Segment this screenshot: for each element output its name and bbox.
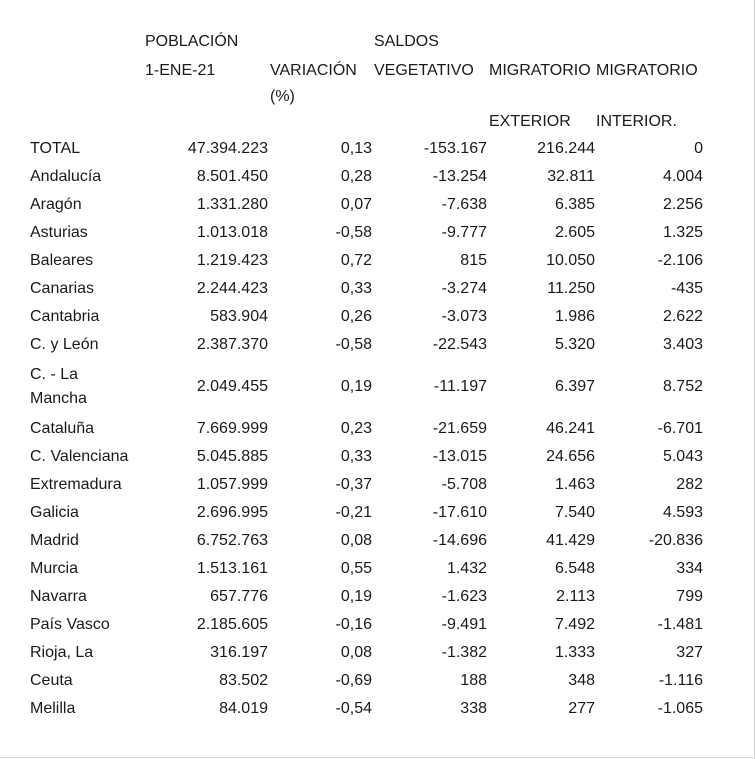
row-interior: 0 bbox=[694, 140, 703, 157]
row-variacion: -0,58 bbox=[335, 224, 372, 241]
row-interior: 2.256 bbox=[662, 196, 703, 213]
row-poblacion: 2.185.605 bbox=[196, 616, 268, 633]
row-exterior: 7.540 bbox=[554, 504, 595, 521]
row-poblacion: 1.219.423 bbox=[196, 252, 268, 269]
row-poblacion: 2.244.423 bbox=[196, 280, 268, 297]
row-name: Galicia bbox=[30, 504, 79, 521]
row-exterior: 7.492 bbox=[554, 616, 595, 633]
row-vegetativo: 188 bbox=[460, 672, 487, 689]
row-vegetativo: -153.167 bbox=[423, 140, 487, 157]
row-interior: 4.004 bbox=[662, 168, 703, 185]
row-name: Cataluña bbox=[30, 420, 95, 437]
row-poblacion: 84.019 bbox=[219, 700, 268, 717]
row-exterior: 41.429 bbox=[546, 532, 595, 549]
table-row bbox=[24, 415, 709, 443]
row-variacion: 0,26 bbox=[340, 308, 372, 325]
row-interior: -1.065 bbox=[657, 700, 703, 717]
row-interior: 2.622 bbox=[662, 308, 703, 325]
row-exterior: 11.250 bbox=[547, 280, 595, 297]
row-vegetativo: -9.777 bbox=[441, 224, 487, 241]
header-saldos-line2: VEGETATIVO bbox=[374, 62, 474, 79]
row-interior: 327 bbox=[676, 644, 703, 661]
row-exterior: 1.333 bbox=[554, 644, 595, 661]
row-poblacion: 2.387.370 bbox=[196, 336, 268, 353]
table-row bbox=[24, 611, 709, 639]
row-vegetativo: -13.015 bbox=[432, 448, 487, 465]
row-interior: 3.403 bbox=[662, 336, 703, 353]
table-row bbox=[24, 555, 709, 583]
header-variacion-line2: (%) bbox=[270, 88, 295, 105]
header-migratorio-interior-line2: INTERIOR. bbox=[596, 113, 677, 130]
table-body bbox=[24, 135, 709, 723]
row-variacion: 0,33 bbox=[340, 280, 372, 297]
row-variacion: -0,37 bbox=[335, 476, 372, 493]
row-poblacion: 1.331.280 bbox=[196, 196, 268, 213]
row-vegetativo: -5.708 bbox=[441, 476, 487, 493]
row-poblacion: 2.696.995 bbox=[196, 504, 268, 521]
row-vegetativo: -3.274 bbox=[441, 280, 487, 297]
row-vegetativo: 338 bbox=[460, 700, 487, 717]
row-name: C. y León bbox=[30, 336, 99, 353]
row-vegetativo: -13.254 bbox=[432, 168, 487, 185]
row-vegetativo: -21.659 bbox=[432, 420, 487, 437]
row-exterior: 32.811 bbox=[547, 168, 595, 185]
row-vegetativo: -22.543 bbox=[432, 336, 487, 353]
row-variacion: 0,07 bbox=[340, 196, 372, 213]
table-row bbox=[24, 219, 709, 247]
table-row bbox=[24, 163, 709, 191]
row-poblacion: 7.669.999 bbox=[196, 420, 268, 437]
row-variacion: 0,13 bbox=[340, 140, 372, 157]
row-name: Navarra bbox=[30, 588, 87, 605]
row-poblacion: 83.502 bbox=[219, 672, 268, 689]
row-poblacion: 1.013.018 bbox=[196, 224, 268, 241]
row-interior: 334 bbox=[676, 560, 703, 577]
row-variacion: -0,69 bbox=[335, 672, 372, 689]
row-interior: -20.836 bbox=[648, 532, 703, 549]
row-exterior: 348 bbox=[568, 672, 595, 689]
row-exterior: 6.397 bbox=[554, 378, 595, 395]
row-name: Ceuta bbox=[30, 672, 73, 689]
row-name: C. - La Mancha bbox=[30, 366, 87, 407]
row-interior: -6.701 bbox=[657, 420, 703, 437]
row-poblacion: 5.045.885 bbox=[196, 448, 268, 465]
row-name: C. Valenciana bbox=[30, 448, 129, 465]
header-poblacion-line1: POBLACIÓN bbox=[145, 33, 239, 50]
row-vegetativo: -17.610 bbox=[432, 504, 487, 521]
table-row bbox=[24, 499, 709, 527]
table-row bbox=[24, 303, 709, 331]
row-vegetativo: 1.432 bbox=[446, 560, 487, 577]
row-interior: 5.043 bbox=[662, 448, 703, 465]
row-name: Madrid bbox=[30, 532, 79, 549]
table-row bbox=[24, 667, 709, 695]
row-exterior: 46.241 bbox=[546, 420, 595, 437]
row-vegetativo: -7.638 bbox=[441, 196, 487, 213]
table-row bbox=[24, 695, 709, 723]
header-poblacion-line2: 1-ENE-21 bbox=[145, 62, 216, 79]
row-poblacion: 657.776 bbox=[210, 588, 268, 605]
row-variacion: -0,58 bbox=[335, 336, 372, 353]
row-interior: 4.593 bbox=[662, 504, 703, 521]
table-row bbox=[24, 583, 709, 611]
row-variacion: 0,55 bbox=[340, 560, 372, 577]
row-variacion: 0,19 bbox=[340, 588, 372, 605]
row-vegetativo: -11.197 bbox=[433, 378, 487, 395]
row-name: Aragón bbox=[30, 196, 82, 213]
row-interior: 282 bbox=[676, 476, 703, 493]
row-poblacion: 6.752.763 bbox=[196, 532, 268, 549]
row-variacion: 0,72 bbox=[340, 252, 372, 269]
row-poblacion: 2.049.455 bbox=[196, 378, 268, 395]
row-name: Extremadura bbox=[30, 476, 122, 493]
table-row bbox=[24, 471, 709, 499]
row-exterior: 6.548 bbox=[554, 560, 595, 577]
row-interior: -2.106 bbox=[657, 252, 703, 269]
row-exterior: 2.605 bbox=[554, 224, 595, 241]
row-exterior: 1.463 bbox=[554, 476, 595, 493]
row-poblacion: 8.501.450 bbox=[196, 168, 268, 185]
row-vegetativo: -1.382 bbox=[441, 644, 487, 661]
row-poblacion: 1.057.999 bbox=[196, 476, 268, 493]
row-interior: 8.752 bbox=[662, 378, 703, 395]
table-row bbox=[24, 275, 709, 303]
row-variacion: 0,23 bbox=[340, 420, 372, 437]
table-row bbox=[24, 331, 709, 359]
header-migratorio-interior-line1: MIGRATORIO bbox=[596, 62, 698, 79]
row-name: País Vasco bbox=[30, 616, 110, 633]
row-exterior: 277 bbox=[568, 700, 595, 717]
row-variacion: 0,33 bbox=[340, 448, 372, 465]
row-variacion: -0,54 bbox=[335, 700, 372, 717]
row-vegetativo: -3.073 bbox=[441, 308, 487, 325]
row-name: Rioja, La bbox=[30, 644, 94, 661]
row-variacion: 0,28 bbox=[340, 168, 372, 185]
table-row bbox=[24, 443, 709, 471]
row-variacion: 0,08 bbox=[340, 532, 372, 549]
header-migratorio-exterior-line2: EXTERIOR bbox=[489, 113, 571, 130]
row-interior: -435 bbox=[670, 280, 703, 297]
row-name: Murcia bbox=[30, 560, 79, 577]
row-exterior: 216.244 bbox=[537, 140, 595, 157]
header-migratorio-exterior-line1: MIGRATORIO bbox=[489, 62, 591, 79]
row-name: Cantabria bbox=[30, 308, 100, 325]
population-table bbox=[24, 135, 709, 723]
row-poblacion: 47.394.223 bbox=[187, 140, 268, 157]
row-vegetativo: -14.696 bbox=[432, 532, 487, 549]
row-variacion: 0,08 bbox=[340, 644, 372, 661]
row-name: Melilla bbox=[30, 700, 76, 717]
row-poblacion: 583.904 bbox=[210, 308, 268, 325]
header-saldos-line1: SALDOS bbox=[374, 33, 439, 50]
row-interior: 1.325 bbox=[662, 224, 703, 241]
row-variacion: -0,16 bbox=[335, 616, 372, 633]
row-name: Asturias bbox=[30, 224, 88, 241]
row-variacion: 0,19 bbox=[340, 378, 372, 395]
row-name: TOTAL bbox=[30, 140, 81, 157]
row-exterior: 5.320 bbox=[554, 336, 595, 353]
row-vegetativo: 815 bbox=[460, 252, 487, 269]
table-row bbox=[24, 527, 709, 555]
row-poblacion: 1.513.161 bbox=[196, 560, 268, 577]
table-row bbox=[24, 191, 709, 219]
row-interior: -1.116 bbox=[658, 672, 703, 689]
row-name: Canarias bbox=[30, 280, 95, 297]
table-row bbox=[24, 359, 709, 415]
row-interior: -1.481 bbox=[657, 616, 703, 633]
row-name: Baleares bbox=[30, 252, 94, 269]
row-poblacion: 316.197 bbox=[210, 644, 268, 661]
row-name: Andalucía bbox=[30, 168, 102, 185]
row-interior: 799 bbox=[676, 588, 703, 605]
row-exterior: 10.050 bbox=[546, 252, 595, 269]
row-vegetativo: -1.623 bbox=[441, 588, 487, 605]
row-exterior: 24.656 bbox=[546, 448, 595, 465]
table-row bbox=[24, 135, 709, 163]
header-variacion-line1: VARIACIÓN bbox=[270, 62, 357, 79]
table-row bbox=[24, 247, 709, 275]
row-exterior: 2.113 bbox=[556, 588, 595, 605]
row-vegetativo: -9.491 bbox=[441, 616, 487, 633]
row-exterior: 6.385 bbox=[554, 196, 595, 213]
row-exterior: 1.986 bbox=[554, 308, 595, 325]
row-variacion: -0,21 bbox=[335, 504, 372, 521]
table-row bbox=[24, 639, 709, 667]
